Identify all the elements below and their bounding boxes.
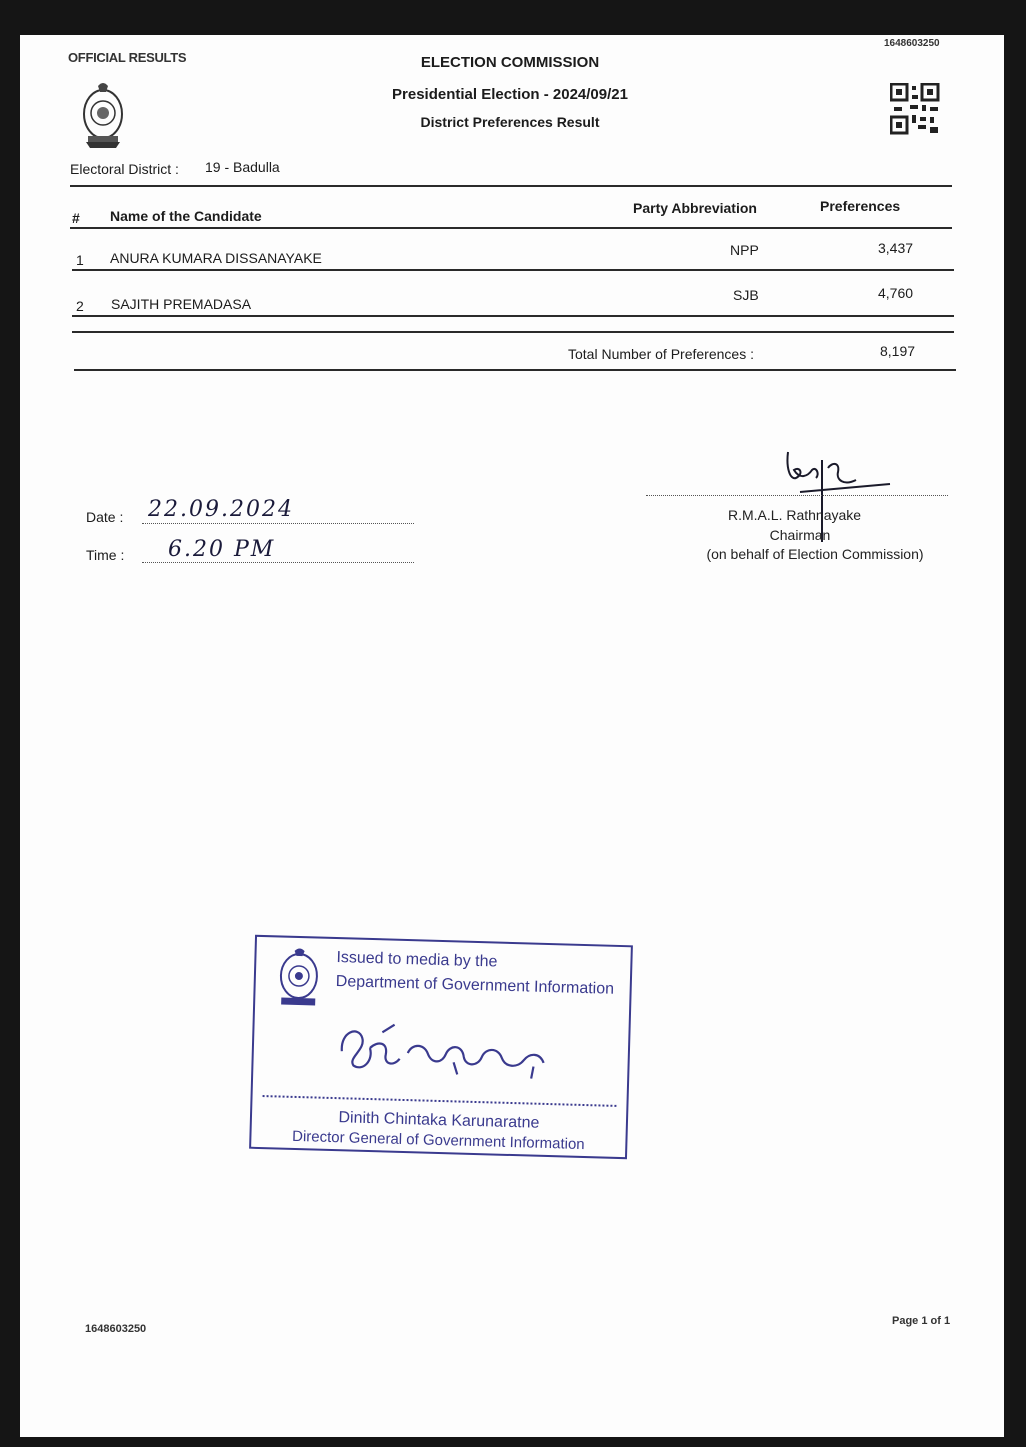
header-bottom-rule <box>70 227 952 229</box>
total-value: 8,197 <box>880 343 916 359</box>
electoral-district-label: Electoral District : <box>70 161 179 177</box>
date-value: 22.09.2024 <box>148 497 294 522</box>
time-value: 6.20 PM <box>168 537 276 562</box>
row2-candidate: SAJITH PREMADASA <box>111 296 252 312</box>
qr-code-icon <box>890 83 940 135</box>
signature-dotted-line <box>646 495 948 496</box>
national-emblem-icon <box>78 80 128 150</box>
date-label: Date : <box>86 509 124 525</box>
row1-rule <box>72 269 954 271</box>
document-title: ELECTION COMMISSION <box>420 54 600 71</box>
signatory-behalf: (on behalf of Election Commission) <box>706 546 924 562</box>
stamp-line2: Department of Government Information <box>335 973 615 998</box>
row1-preferences: 3,437 <box>878 240 914 256</box>
table-top-rule <box>70 185 952 187</box>
electoral-district-value: 19 - Badulla <box>205 159 280 175</box>
row2-rule <box>72 315 954 317</box>
row1-number: 1 <box>76 252 84 268</box>
document-number-top: 1648603250 <box>884 38 940 49</box>
row2-preferences: 4,760 <box>878 285 914 301</box>
page-number: Page 1 of 1 <box>892 1315 951 1327</box>
stamp-emblem-icon <box>273 945 325 1010</box>
row2-party: SJB <box>733 287 759 303</box>
time-label: Time : <box>86 547 125 563</box>
column-header-preferences: Preferences <box>820 198 901 214</box>
signatory-title: Chairman <box>769 527 831 543</box>
date-dotted-line <box>142 523 414 524</box>
stamp-dotted-line <box>263 1095 617 1107</box>
media-stamp <box>249 935 633 1159</box>
row1-party: NPP <box>730 242 759 258</box>
time-dotted-line <box>142 562 414 563</box>
stamp-director-role: Director General of Government Information <box>291 1127 585 1154</box>
document-page <box>20 35 1004 1437</box>
column-header-number: # <box>72 210 80 226</box>
election-title: Presidential Election - 2024/09/21 <box>392 86 628 103</box>
result-type: District Preferences Result <box>420 114 600 130</box>
column-header-candidate: Name of the Candidate <box>110 208 262 224</box>
official-results-label: OFFICIAL RESULTS <box>68 50 187 65</box>
row1-candidate: ANURA KUMARA DISSANAYAKE <box>110 250 322 266</box>
total-top-rule <box>72 331 954 333</box>
total-bottom-rule <box>74 369 956 371</box>
document-number-bottom: 1648603250 <box>85 1323 147 1335</box>
stamp-line1: Issued to media by the <box>336 949 498 971</box>
row2-number: 2 <box>76 298 84 314</box>
total-label: Total Number of Preferences : <box>568 346 754 362</box>
director-signature-icon <box>333 1011 555 1087</box>
stamp-director-name: Dinith Chintaka Karunaratne <box>338 1109 540 1132</box>
column-header-party: Party Abbreviation <box>633 200 757 216</box>
signatory-name: R.M.A.L. Rathnayake <box>728 507 862 523</box>
